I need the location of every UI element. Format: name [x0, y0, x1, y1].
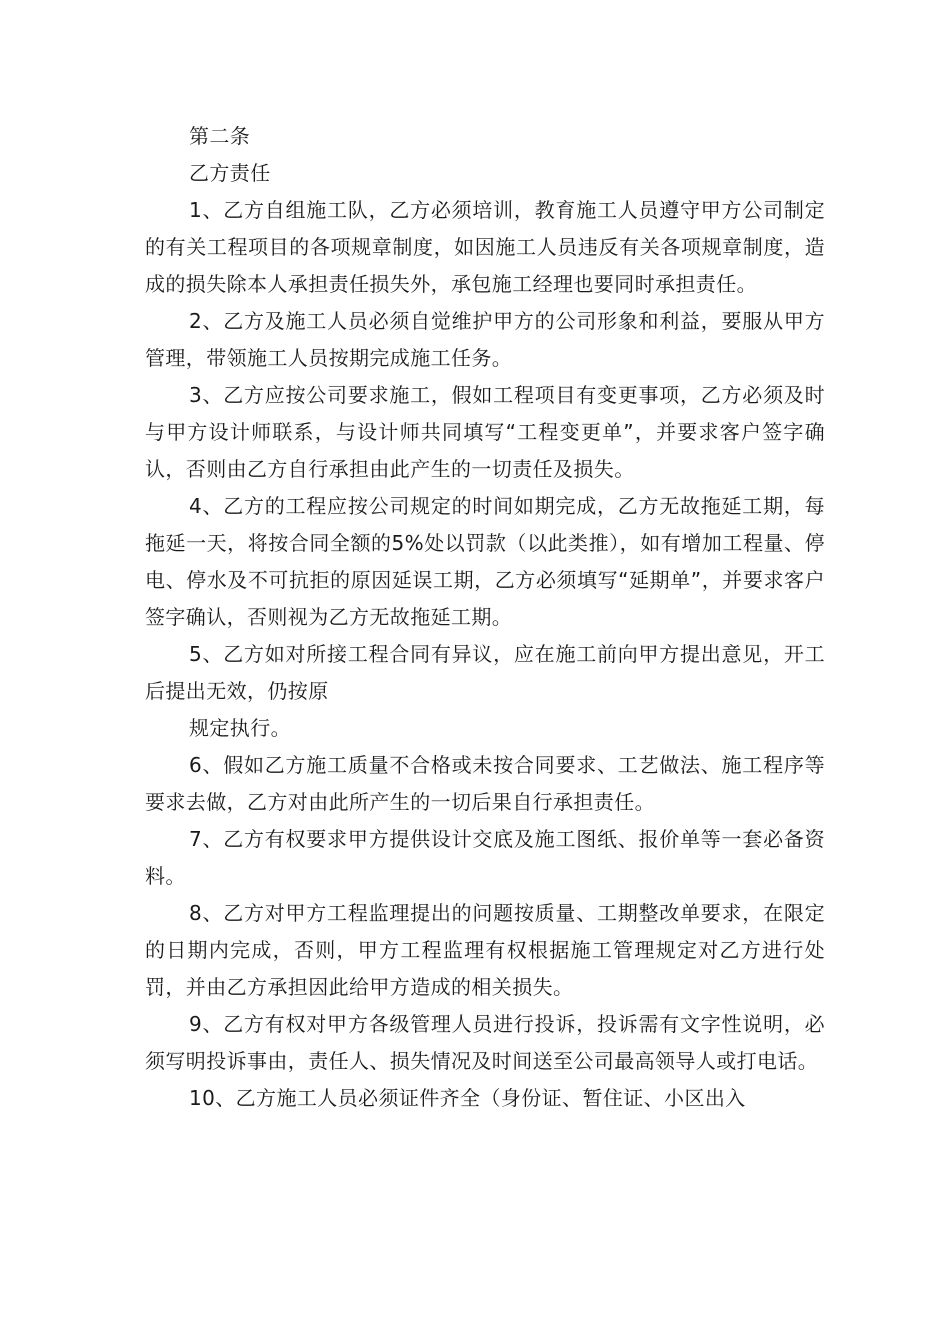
paragraph-6: 6、假如乙方施工质量不合格或未按合同要求、工艺做法、施工程序等要求去做，乙方对由此所产生的一切后果自行承担责任。 [145, 753, 825, 814]
paragraph-7: 7、乙方有权要求甲方提供设计交底及施工图纸、报价单等一套必备资料。 [145, 827, 825, 888]
paragraph-9: 9、乙方有权对甲方各级管理人员进行投诉，投诉需有文字性说明，必须写明投诉事由，责任人、损失情况及时间送至公司最高领导人或打电话。 [145, 1012, 825, 1073]
paragraph-3: 3、乙方应按公司要求施工，假如工程项目有变更事项，乙方必须及时与甲方设计师联系，与设计师共同填写“工程变更单”，并要求客户签字确认，否则由乙方自行承担由此产生的一切责任及损失。 [145, 383, 825, 481]
paragraph-8: 8、乙方对甲方工程监理提出的问题按质量、工期整改单要求，在限定的日期内完成，否则，甲方工程监理有权根据施工管理规定对乙方进行处罚，并由乙方承担因此给甲方造成的相关损失。 [145, 901, 825, 999]
document-page [145, 118, 825, 1117]
paragraph-4: 4、乙方的工程应按公司规定的时间如期完成，乙方无故拖延工期，每拖延一天，将按合同全额的5%处以罚款（以此类推），如有增加工程量、停电、停水及不可抗拒的原因延误工期，乙方必须填写“延期单”，并要求客户签字确认，否则视为乙方无故拖延工期。 [145, 494, 825, 629]
paragraph-10: 10、乙方施工人员必须证件齐全（身份证、暂住证、小区出入 [189, 1086, 746, 1110]
paragraph-5-continued: 规定执行。 [189, 716, 291, 740]
section-heading: 第二条 [189, 124, 251, 148]
paragraph-1: 1、乙方自组施工队，乙方必须培训，教育施工人员遵守甲方公司制定的有关工程项目的各项规章制度，如因施工人员违反有关各项规章制度，造成的损失除本人承担责任损失外，承包施工经理也要同时承担责任。 [145, 198, 825, 296]
paragraph-5: 5、乙方如对所接工程合同有异议，应在施工前向甲方提出意见，开工后提出无效，仍按原 [145, 642, 825, 703]
section-subheading: 乙方责任 [189, 161, 271, 185]
paragraph-2: 2、乙方及施工人员必须自觉维护甲方的公司形象和利益，要服从甲方管理，带领施工人员按期完成施工任务。 [145, 309, 825, 370]
